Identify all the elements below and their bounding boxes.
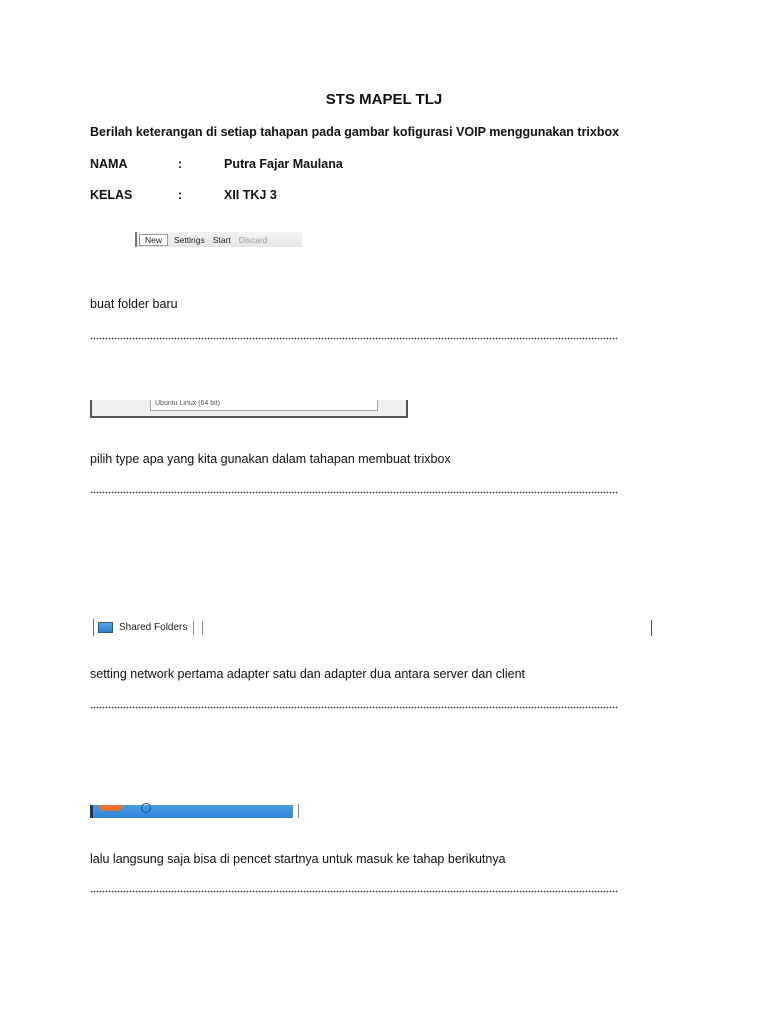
os-type-screenshot — [90, 400, 408, 418]
class-colon: : — [178, 188, 183, 202]
separator — [202, 621, 203, 635]
answer-dotted-line — [90, 890, 618, 894]
toolbar-screenshot — [135, 232, 302, 247]
power-icon — [141, 803, 151, 813]
shared-folders-screenshot — [93, 619, 203, 636]
answer-dotted-line — [90, 337, 618, 341]
name-colon: : — [178, 157, 183, 171]
start-button: Start — [212, 234, 231, 245]
separator — [298, 804, 299, 818]
os-type-combo: Ubuntu Linux (64 bit) — [150, 400, 378, 411]
class-value: XII TKJ 3 — [224, 188, 277, 202]
start-vm-screenshot — [90, 805, 293, 818]
separator — [651, 620, 652, 636]
folder-icon — [98, 622, 113, 633]
name-value: Putra Fajar Maulana — [224, 157, 343, 171]
instruction-text: Berilah keterangan di setiap tahapan pada gambar kofigurasi VOIP menggunakan trixbox — [90, 125, 620, 139]
discard-button: Discard — [238, 234, 268, 245]
page-title: STS MAPEL TLJ — [325, 91, 443, 108]
step-4-caption: lalu langsung saja bisa di pencet startnya untuk masuk ke tahap berikutnya — [90, 852, 506, 866]
separator — [193, 621, 194, 635]
shared-folders-label: Shared Folders — [119, 622, 188, 633]
step-1-caption: buat folder baru — [90, 297, 178, 311]
new-button: New — [139, 234, 168, 246]
class-label: KELAS — [90, 188, 133, 202]
step-3-caption: setting network pertama adapter satu dan adapter dua antara server dan client — [90, 667, 525, 681]
answer-dotted-line — [90, 491, 618, 495]
step-2-caption: pilih type apa yang kita gunakan dalam tahapan membuat trixbox — [90, 452, 451, 466]
app-icon — [99, 805, 123, 811]
answer-dotted-line — [90, 706, 618, 710]
settings-button: Settings — [174, 234, 205, 245]
name-label: NAMA — [90, 157, 128, 171]
